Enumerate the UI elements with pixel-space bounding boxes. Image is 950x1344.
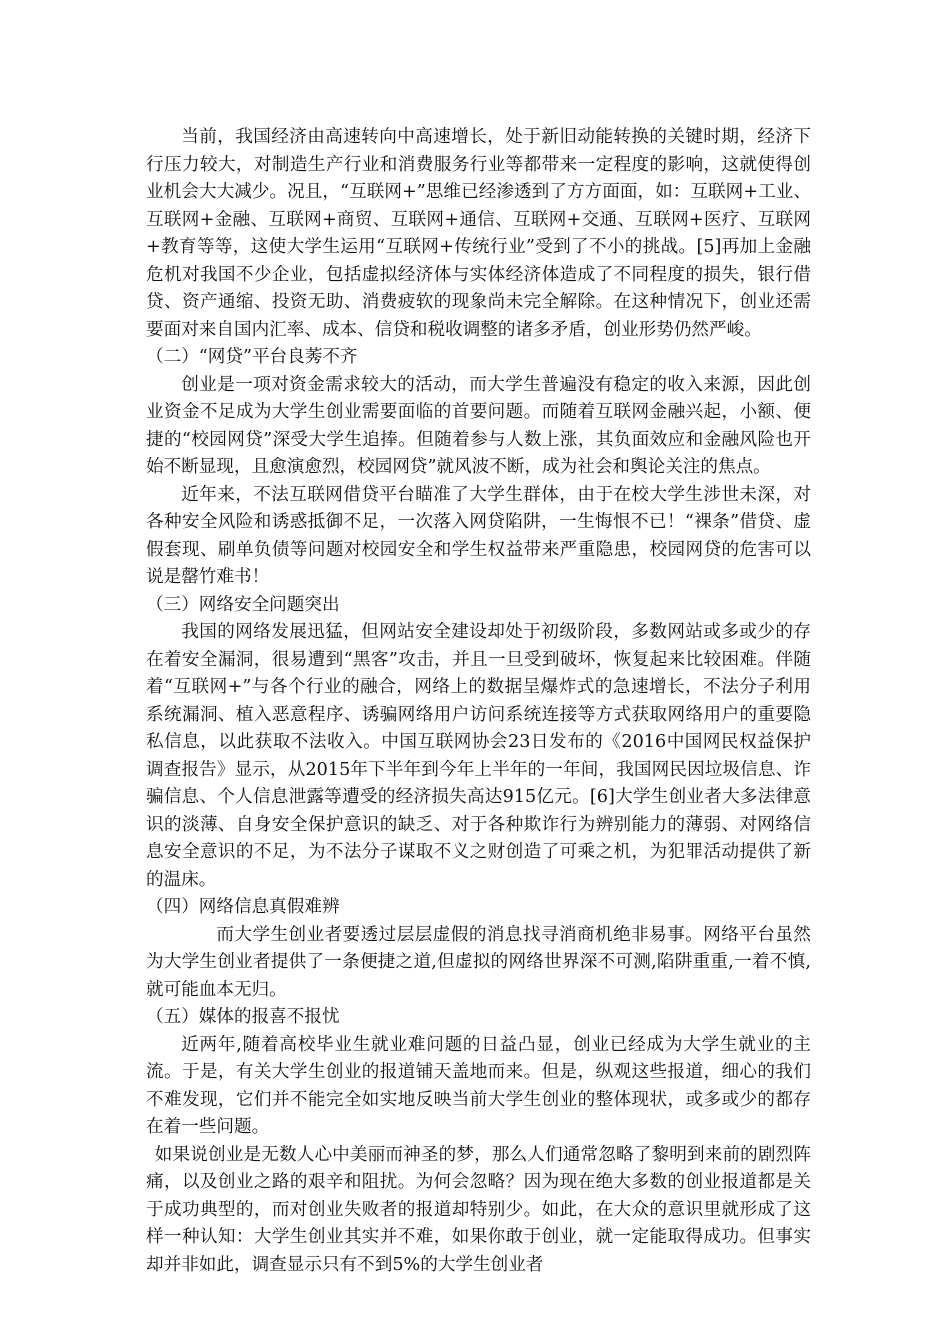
paragraph-illegal-lending: 近年来，不法互联网借贷平台瞄准了大学生群体，由于在校大学生涉世未深，对各种安全风险和诱惑抵御不足，一次落入网贷陷阱，一生悔恨不已！“裸条”借贷、虚假套现、刷单负债等问题对校园安全和学生权益带来严重隐患，校园网贷的危害可以说是罄竹难书！: [146, 484, 811, 587]
paragraph-startup-funding: 创业是一项对资金需求较大的活动，而大学生普遍没有稳定的收入来源，因此创业资金不足成为大学生创业需要面临的首要问题。而随着互联网金融兴起，小额、便捷的“校园网贷”深受大学生追捧。但随着参与人数上涨，其负面效应和金融风险也开始不断显现，且愈演愈烈，校园网贷”就风波不断，成为社会和舆论关注的焦点。: [146, 374, 811, 477]
section-heading-online-lending: （二）“网贷”平台良莠不齐: [146, 347, 358, 367]
paragraph-startup-dream: 如果说创业是无数人心中美丽而神圣的梦，那么人们通常忽略了黎明到来前的剧烈阵痛，以及创业之路的艰辛和阻扰。为何会忽略？因为现在绝大多数的创业报道都是关于成功典型的，而对创业失败者的报道却特别少。如此，在大众的意识里就形成了这样一种认知：大学生创业其实并不难，如果你敢于创业，就一定能取得成功。但事实却并非如此，调查显示只有不到5%的大学生创业者: [146, 1144, 811, 1275]
paragraph-media-reports: 近两年,随着高校毕业生就业难问题的日益凸显，创业已经成为大学生就业的主流。于是，有关大学生创业的报道铺天盖地而来。但是，纵观这些报道，细心的我们不难发现，它们并不能完全如实地反映当前大学生创业的整体现状，或多或少的都存在着一些问题。: [146, 1034, 811, 1137]
paragraph-information-authenticity: 而大学生创业者要透过层层虚假的消息找寻消商机绝非易事。网络平台虽然为大学生创业者提供了一条便捷之道,但虚拟的网络世界深不可测,陷阱重重,一着不慎,就可能血本无归。: [146, 924, 811, 1000]
section-heading-media-reporting: （五）媒体的报喜不报忧: [146, 1007, 340, 1027]
section-heading-information-authenticity: （四）网络信息真假难辨: [146, 897, 340, 917]
section-heading-network-security: （三）网络安全问题突出: [146, 594, 340, 615]
paragraph-network-security: 我国的网络发展迅猛，但网站安全建设却处于初级阶段，多数网站或多或少的存在着安全漏洞，很易遭到“黑客”攻击，并且一旦受到破坏，恢复起来比较困难。伴随着“互联网+”与各个行业的融合，网络上的数据呈爆炸式的急速增长，不法分子利用系统漏洞、植入恶意程序、诱骗网络用户访问系统连接等方式获取网络用户的重要隐私信息，以此获取不法收入。中国互联网协会23日发布的《2016中国网民权益保护调查报告》显示，从2015年下半年到今年上半年的一年间，我国网民因垃圾信息、诈骗信息、个人信息泄露等遭受的经济损失高达915亿元。[6]大学生创业者大多法律意识的淡薄、自身安全保护意识的缺乏、对于各种欺诈行为辨别能力的薄弱、对网络信息安全意识的不足，为不法分子谋取不义之财创造了可乘之机，为犯罪活动提供了新的温床。: [146, 622, 811, 890]
document-page: [146, 124, 811, 1279]
paragraph-economic-pressure: 当前，我国经济由高速转向中高速增长，处于新旧动能转换的关键时期，经济下行压力较大，对制造生产行业和消费服务行业等都带来一定程度的影响，这就使得创业机会大大减少。况且，“互联网+”思维已经渗透到了方方面面，如：互联网+工业、互联网+金融、互联网+商贸、互联网+通信、互联网+交通、互联网+医疗、互联网+教育等等，这使大学生运用“互联网+传统行业”受到了不小的挑战。[5]再加上金融危机对我国不少企业，包括虚拟经济体与实体经济体造成了不同程度的损失，银行借贷、资产通缩、投资无助、消费疲软的现象尚未完全解除。在这种情况下，创业还需要面对来自国内汇率、成本、信贷和税收调整的诸多矛盾，创业形势仍然严峻。: [146, 127, 811, 340]
